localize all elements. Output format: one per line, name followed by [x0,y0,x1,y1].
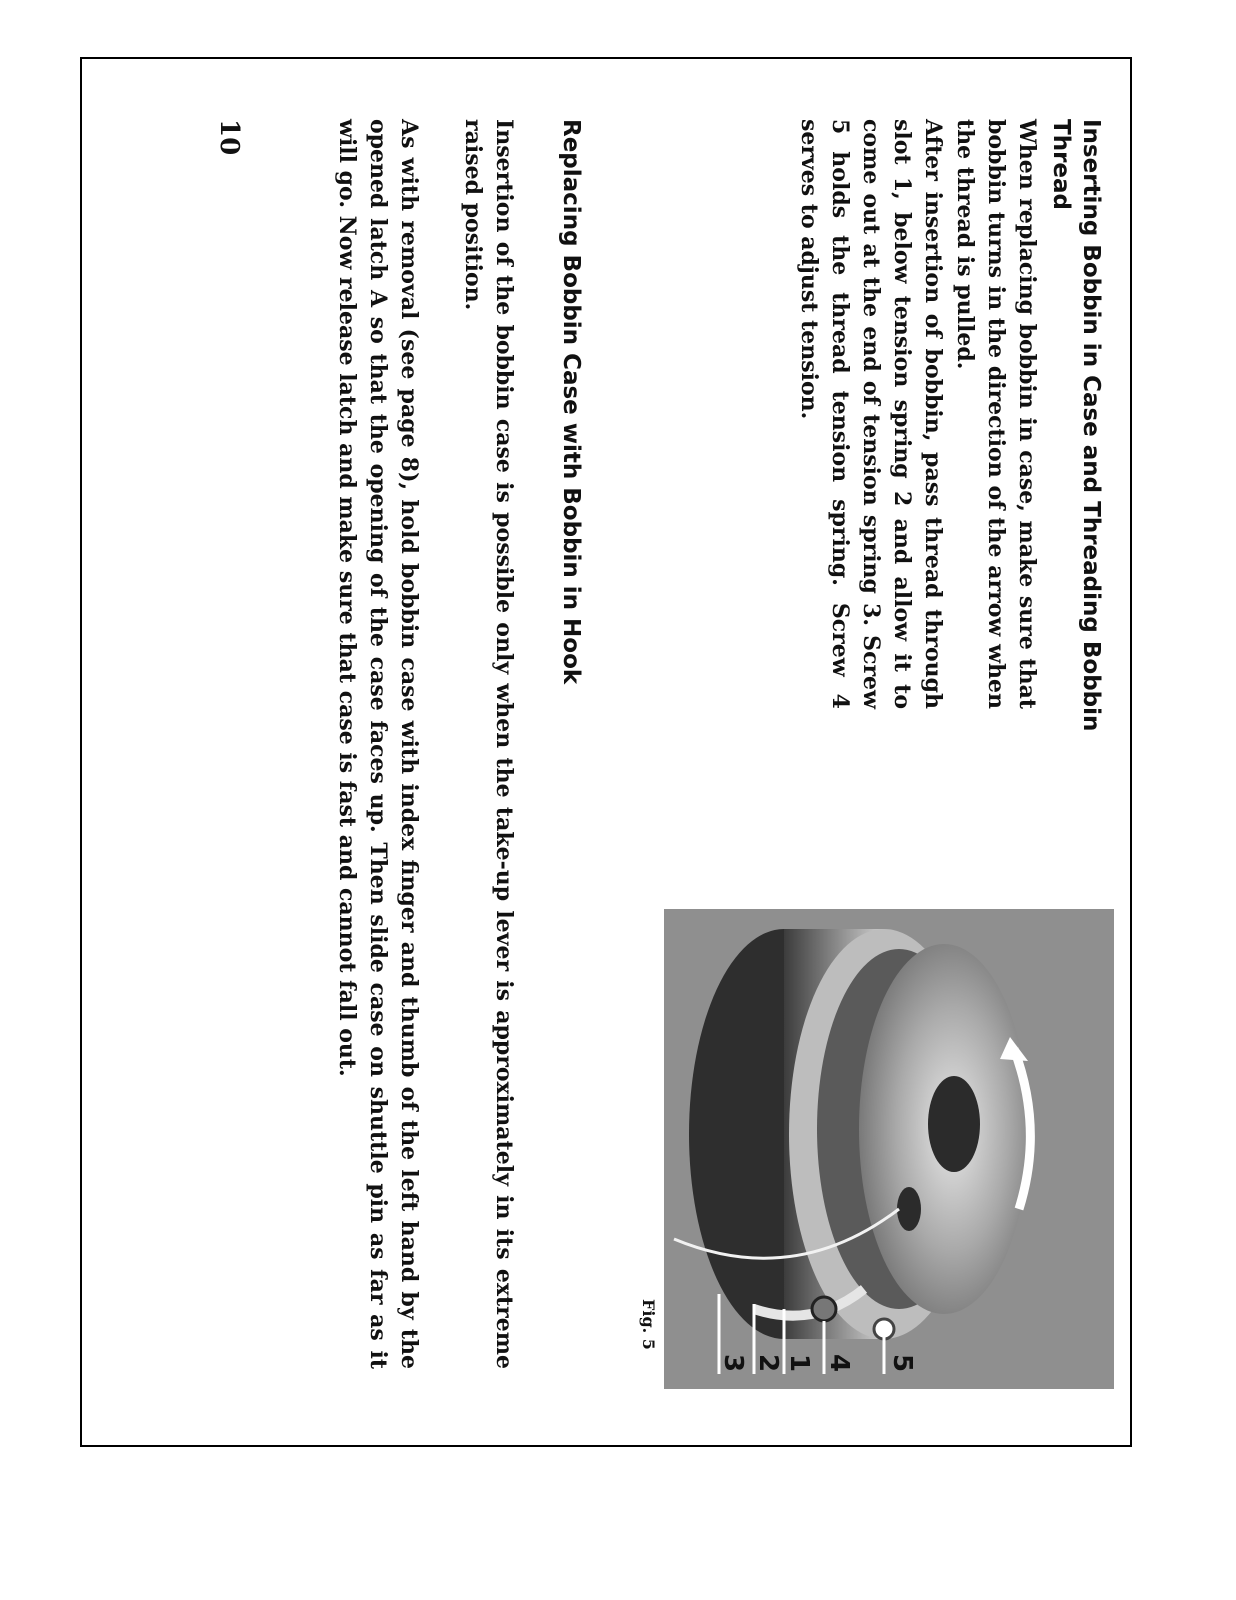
bobbin-case-figure [664,909,1114,1389]
page-number: 10 [214,119,244,156]
rotated-page [82,59,1132,1447]
paragraph-threading: After insertion of bobbin, pass thread through slot 1, below tension spring 2 and allow it to come out at the end of tension spring 3. Screw 5 holds the thread tension spring. Screw 4 serves to adjust tension. [796,119,946,709]
callout-1: 1 [784,1354,814,1373]
paragraph-insertion-steps: As with removal (see page 8), hold bobbin case with index finger and thumb of the left hand by the opened latch A so that the opening of the case faces up. Then slide case on shuttle pin as far as it will go. Now release latch and make sure that case is fast and cannot fall out. [334,119,422,1369]
bobbin-small-hole [897,1187,921,1231]
callout-5: 5 [887,1354,917,1373]
figure-label: Fig. 5 [639,1299,658,1350]
bobbin-hole [928,1076,980,1172]
page-frame [80,57,1132,1447]
paragraph-insertion-condition: Insertion of the bobbin case is possible only when the take-up lever is approximately in its extreme raised position. [460,119,517,1369]
section-heading-inserting-bobbin: Inserting Bobbin in Case and Threading Bobbin Thread [1048,119,1104,732]
callout-4: 4 [824,1354,854,1373]
bobbin-case-illustration [664,909,1114,1389]
paragraph-replacing-bobbin: When replacing bobbin in case, make sure that bobbin turns in the direction of the arrow when the thread is pulled. [952,119,1040,709]
section-heading-replacing-case: Replacing Bobbin Case with Bobbin in Hook [558,119,584,685]
callout-2: 2 [753,1354,783,1373]
screw-4 [812,1297,836,1321]
callout-3: 3 [718,1354,748,1373]
